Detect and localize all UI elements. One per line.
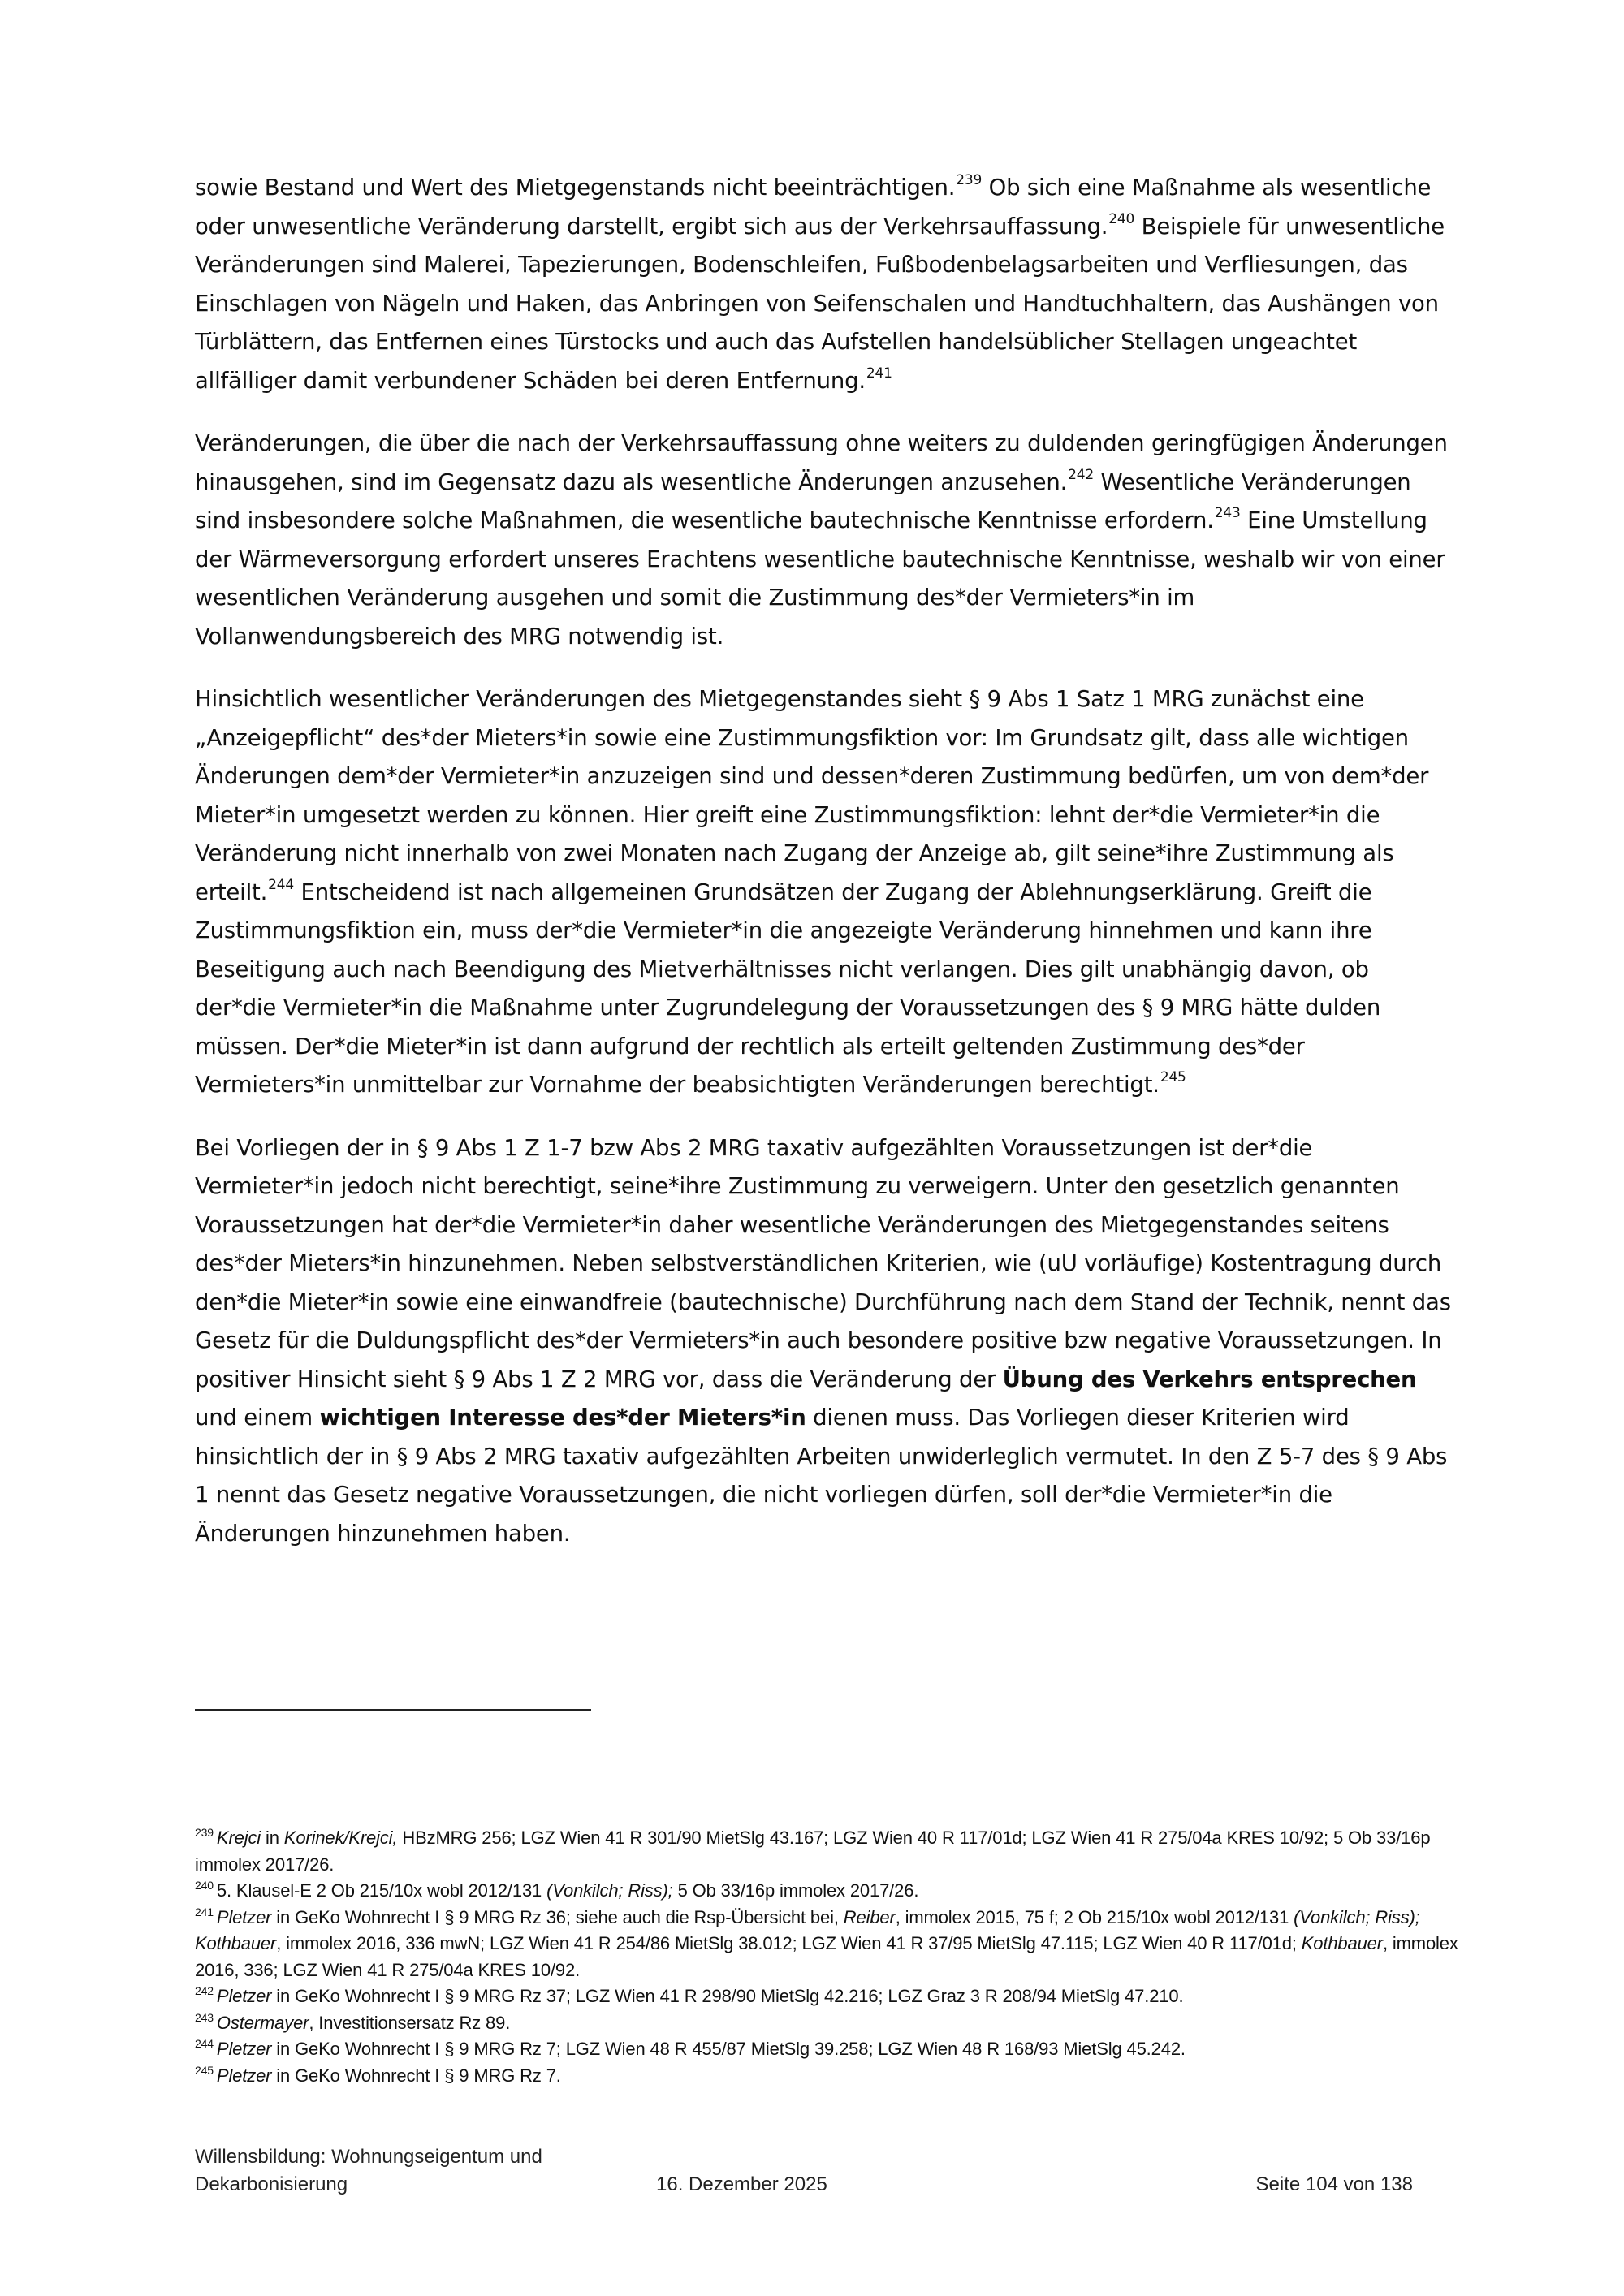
footnote-244 <box>195 2036 1462 2063</box>
footnote-ref-242[interactable]: 242 <box>1068 466 1095 483</box>
footnote-text: , Investitionsersatz Rz 89. <box>309 2012 511 2033</box>
footnote-italic-text: Krejci <box>216 1828 261 1848</box>
footnote-italic-text: Korinek/Krejci, <box>283 1828 398 1848</box>
footnote-ref-241[interactable]: 241 <box>866 365 892 382</box>
footnote-243 <box>195 2010 1462 2037</box>
text-run: Hinsichtlich wesentlicher Veränderungen des Mietgegenstandes sieht § 9 Abs 1 Satz 1 MRG zunächst eine „Anzeigepflicht“ des*der Mieters*in sowie eine Zustimmungsfiktion vor: Im Grundsatz gilt, dass alle wichtigen Änderungen dem*der Vermieter*in anzuzeigen sind und dessen*deren Zustimmung bedürfen, um von dem*der Mieter*in umgesetzt werden zu können. Hier greift eine Zustimmungsfiktion: lehnt der*die Vermieter*in die Veränderung nicht innerhalb von zwei Monaten nach Zugang der Anzeige ab, gilt seine*ihre Zustimmung als erteilt. <box>195 686 1429 905</box>
text-run: Beispiele für unwesentliche Veränderungen sind Malerei, Tapezierungen, Bodenschleifen, Fußbodenbelagsarbeiten und Verfliesungen, das Einschlagen von Nägeln und Haken, das Anbringen von Seifenschalen und Handtuchhaltern, das Aushängen von Türblättern, das Entfernen eines Türstocks und auch das Aufstellen handelsüblicher Stellagen ungeachtet allfälliger damit verbundener Schäden bei deren Entfernung. <box>195 213 1445 394</box>
footnote-italic-text: (Vonkilch; Riss); <box>546 1880 673 1901</box>
footnote-245 <box>195 2063 1462 2090</box>
paragraph-1 <box>195 169 1453 400</box>
footnote-text: in GeKo Wohnrecht I § 9 MRG Rz 37; LGZ Wien 41 R 298/90 MietSlg 42.216; LGZ Graz 3 R 208/94 MietSlg 47.210. <box>271 1986 1184 2006</box>
paragraph-4 <box>195 1129 1453 1554</box>
text-run: Wesentliche Veränderungen sind insbesondere solche Maßnahmen, die wesentliche bautechnische Kenntnisse erfordern. <box>195 468 1411 533</box>
footnote-ref-239[interactable]: 239 <box>956 172 983 188</box>
footer-page-number: Seite 104 von 138 <box>1255 2173 1413 2195</box>
text-run: sowie Bestand und Wert des Mietgegenstands nicht beeinträchtigen. <box>195 175 956 201</box>
footnote-italic-text: Ostermayer <box>216 2012 309 2033</box>
footnote-ref-243[interactable]: 243 <box>1214 505 1241 521</box>
footnote-text: , immolex 2016, 336; LGZ Wien 41 R 275/04a KRES 10/92. <box>195 1933 1458 1980</box>
footer-title-line-2: Dekarbonisierung <box>195 2173 348 2195</box>
footnote-number: 239 <box>195 1826 214 1839</box>
footnote-italic-text: Pletzer <box>216 2039 272 2059</box>
bold-text: wichtigen Interesse des*der Mieters*in <box>319 1405 806 1431</box>
footnote-241 <box>195 1905 1462 1984</box>
text-run: Bei Vorliegen der in § 9 Abs 1 Z 1-7 bzw Abs 2 MRG taxativ aufgezählten Voraussetzungen ist der*die Vermieter*in jedoch nicht berechtigt, seine*ihre Zustimmung zu verweigern. Unter den gesetzlich genannten Voraussetzungen hat der*die Vermieter*in daher wesentliche Veränderungen des Mietgegenstandes seitens des*der Mieters*in hinzunehmen. Neben selbstverständlichen Kriterien, wie (uU vorläufige) Kostentragung durch den*die Mieter*in sowie eine einwandfreie (bautechnische) Durchführung nach dem Stand der Technik, nennt das Gesetz für die Duldungspflicht des*der Vermieters*in auch besondere positive bzw negative Voraussetzungen. In positiver Hinsicht sieht § 9 Abs 1 Z 2 MRG vor, dass die Veränderung der <box>195 1134 1451 1392</box>
footer-title-line-1: Willensbildung: Wohnungseigentum und <box>195 2146 542 2168</box>
footnote-240 <box>195 1878 1462 1905</box>
bold-text: Übung des Verkehrs entsprechen <box>1002 1366 1417 1392</box>
footnote-text: in GeKo Wohnrecht I § 9 MRG Rz 36; siehe auch die Rsp-Übersicht bei, <box>271 1906 844 1927</box>
footnote-number: 242 <box>195 1984 214 1997</box>
footnote-text: in <box>261 1828 284 1848</box>
footnote-text: HBzMRG 256; LGZ Wien 41 R 301/90 MietSlg 43.167; LGZ Wien 40 R 117/01d; LGZ Wien 41 R 275/04a KRES 10/92; 5 Ob 33/16p immolex 2017/26. <box>195 1828 1431 1875</box>
footnote-number: 241 <box>195 1905 214 1918</box>
footnote-number: 244 <box>195 2037 214 2050</box>
footnote-number: 240 <box>195 1879 214 1892</box>
footnote-ref-244[interactable]: 244 <box>268 876 294 893</box>
footnote-italic-text: Pletzer <box>216 1986 272 2006</box>
footnote-number: 243 <box>195 2010 214 2024</box>
footnotes <box>195 1825 1462 2089</box>
text-run: dienen muss. Das Vorliegen dieser Kriterien wird hinsichtlich der in § 9 Abs 2 MRG taxativ aufgezählten Arbeiten unwiderleglich vermutet. In den Z 5-7 des § 9 Abs 1 nennt das Gesetz negative Voraussetzungen, die nicht vorliegen dürfen, soll der*die Vermieter*in die Änderungen hinzunehmen haben. <box>195 1405 1448 1547</box>
footnote-239 <box>195 1825 1462 1878</box>
text-run: Veränderungen, die über die nach der Verkehrsauffassung ohne weiters zu duldenden geringfügigen Änderungen hinausgehen, sind im Gegensatz dazu als wesentliche Änderungen anzusehen. <box>195 430 1448 495</box>
footnote-italic-text: Pletzer <box>216 2065 272 2086</box>
footnote-text: in GeKo Wohnrecht I § 9 MRG Rz 7. <box>271 2065 561 2086</box>
footer-date: 16. Dezember 2025 <box>656 2173 827 2195</box>
paragraph-2 <box>195 425 1453 656</box>
footnote-italic-text: Pletzer <box>216 1906 272 1927</box>
footnote-italic-text: Reiber <box>843 1906 896 1927</box>
footnote-text: 5. Klausel-E 2 Ob 215/10x wobl 2012/131 <box>216 1880 547 1901</box>
paragraph-3 <box>195 680 1453 1105</box>
footnote-ref-240[interactable]: 240 <box>1108 210 1135 227</box>
text-run: Ob sich eine Maßnahme als wesentliche oder unwesentliche Veränderung darstellt, ergibt sich aus der Verkehrsauffassung. <box>195 175 1432 240</box>
footnote-242 <box>195 1983 1462 2010</box>
footnote-text: in GeKo Wohnrecht I § 9 MRG Rz 7; LGZ Wien 48 R 455/87 MietSlg 39.258; LGZ Wien 48 R 168/93 MietSlg 45.242. <box>271 2039 1186 2059</box>
footnote-italic-text: (Vonkilch; Riss); Kothbauer <box>195 1906 1420 1953</box>
footnote-separator <box>195 1709 591 1711</box>
footnote-text: , immolex 2015, 75 f; 2 Ob 215/10x wobl 2012/131 <box>895 1906 1294 1927</box>
text-run: und einem <box>195 1405 320 1431</box>
footnote-italic-text: Kothbauer <box>1301 1933 1383 1953</box>
footer-document-title <box>195 2143 601 2199</box>
footnote-number: 245 <box>195 2063 214 2077</box>
body-text <box>195 169 1453 1577</box>
footnote-text: , immolex 2016, 336 mwN; LGZ Wien 41 R 254/86 MietSlg 38.012; LGZ Wien 41 R 37/95 MietSlg 47.115; LGZ Wien 40 R 117/01d; <box>276 1933 1302 1953</box>
page-footer <box>195 2143 1413 2208</box>
footnote-ref-245[interactable]: 245 <box>1160 1069 1186 1085</box>
text-run: Eine Umstellung der Wärmeversorgung erfordert unseres Erachtens wesentliche bautechnische Kenntnisse, weshalb wir von einer wesentlichen Veränderung ausgehen und somit die Zustimmung des*der Vermieters*in im Vollanwendungsbereich des MRG notwendig ist. <box>195 507 1445 650</box>
footnote-text: 5 Ob 33/16p immolex 2017/26. <box>672 1880 919 1901</box>
text-run: Entscheidend ist nach allgemeinen Grundsätzen der Zugang der Ablehnungserklärung. Greift die Zustimmungsfiktion ein, muss der*die Vermieter*in die angezeigte Veränderung hinnehmen und kann ihre Beseitigung auch nach Beendigung des Mietverhältnisses nicht verlangen. Dies gilt unabhängig davon, ob der*die Vermieter*in die Maßnahme unter Zugrundelegung der Voraussetzungen des § 9 MRG hätte dulden müssen. Der*die Mieter*in ist dann aufgrund der rechtlich als erteilt geltenden Zustimmung des*der Vermieters*in unmittelbar zur Vornahme der beabsichtigten Veränderungen berechtigt. <box>195 878 1381 1098</box>
